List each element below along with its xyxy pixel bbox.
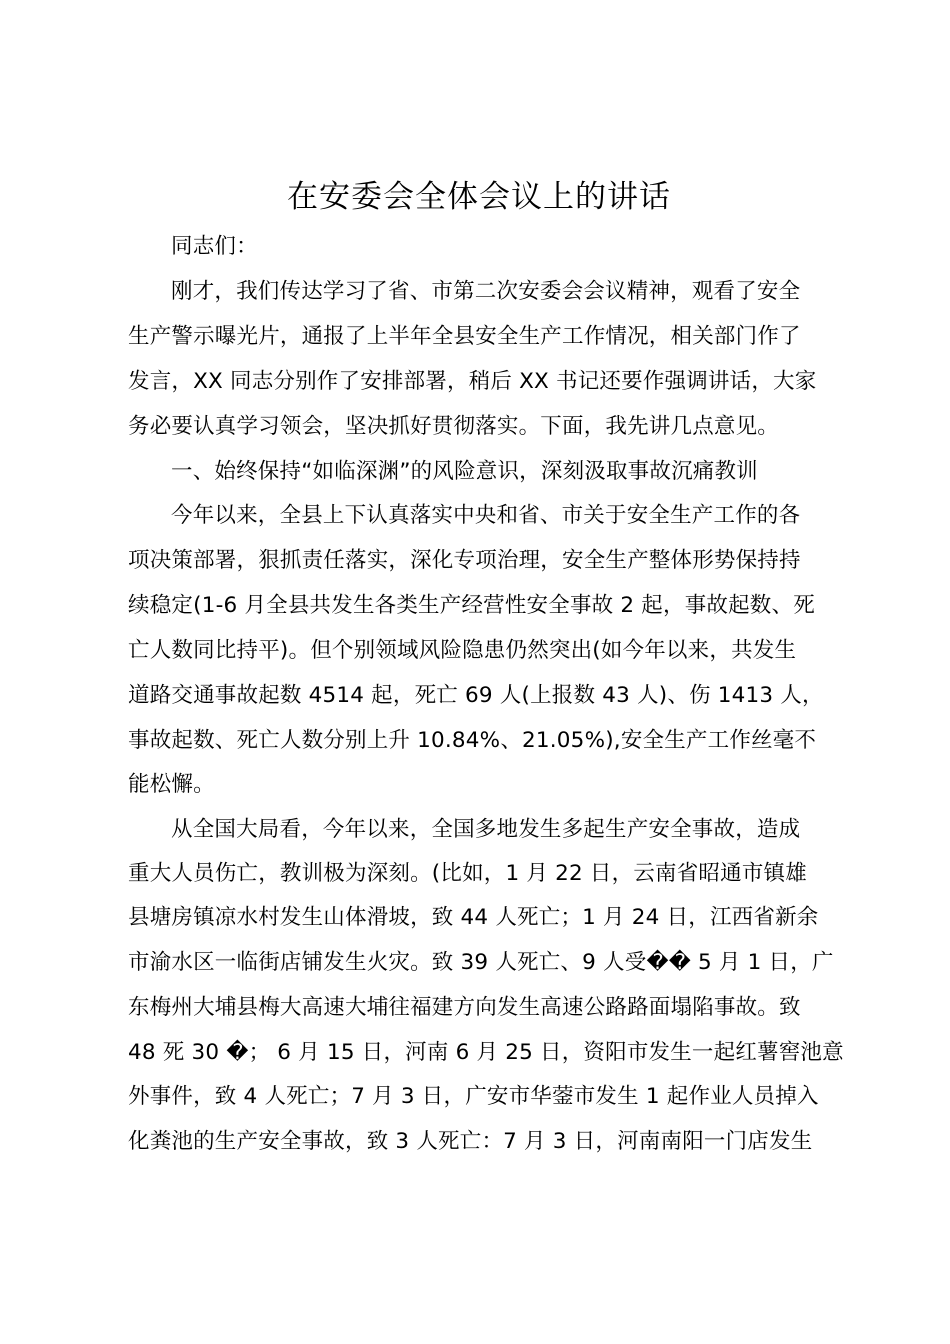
paragraph-line: 外事件，致 4 人死亡；7 月 3 日，广安市华蓥市发生 1 起作业人员掉入 — [128, 1084, 819, 1109]
paragraph-line: 重大人员伤亡，教训极为深刻。(比如，1 月 22 日，云南省昭通市镇雄 — [128, 861, 807, 886]
paragraph-line: 东梅州大埔县梅大高速大埔往福建方向发生高速公路路面塌陷事故。致 — [128, 995, 801, 1020]
paragraph-line: 刚才，我们传达学习了省、市第二次安委会会议精神，观看了安全 — [171, 279, 801, 304]
paragraph-line: 今年以来，全县上下认真落实中央和省、市关于安全生产工作的各 — [171, 503, 801, 528]
section-heading: 一、始终保持“如临深渊”的风险意识，深刻汲取事故沉痛教训 — [171, 459, 758, 484]
paragraph-line: 48 死 30 �； 6 月 15 日，河南 6 月 25 日，资阳市发生一起红薯窖池意 — [128, 1040, 844, 1065]
document-title: 在安委会全体会议上的讲话 — [287, 179, 671, 215]
paragraph-line: 化粪池的生产安全事故，致 3 人死亡：7 月 3 日，河南南阳一门店发生 — [128, 1129, 813, 1154]
paragraph-line: 亡人数同比持平)。但个别领域风险隐患仍然突出(如今年以来，共发生 — [128, 638, 797, 663]
paragraph-line: 发言，XX 同志分别作了安排部署，稍后 XX 书记还要作强调讲话，大家 — [128, 369, 817, 394]
paragraph-line: 续稳定(1-6 月全县共发生各类生产经营性安全事故 2 起，事故起数、死 — [128, 593, 815, 618]
paragraph-line: 从全国大局看，今年以来，全国多地发生多起生产安全事故，造成 — [171, 817, 801, 842]
paragraph-line: 项决策部署，狠抓责任落实，深化专项治理，安全生产整体形势保持持 — [128, 548, 801, 573]
paragraph-line: 务必要认真学习领会，坚决抓好贯彻落实。下面，我先讲几点意见。 — [128, 414, 780, 439]
salutation: 同志们： — [171, 234, 258, 259]
paragraph-line: 生产警示曝光片，通报了上半年全县安全生产工作情况，相关部门作了 — [128, 324, 801, 349]
paragraph-line: 市渝水区一临街店铺发生火灾。致 39 人死亡、9 人受�� 5 月 1 日，广 — [128, 950, 834, 975]
paragraph-line: 县塘房镇凉水村发生山体滑坡，致 44 人死亡；1 月 24 日，江西省新余 — [128, 905, 819, 930]
paragraph-line: 道路交通事故起数 4514 起，死亡 69 人(上报数 43 人)、伤 1413 人， — [128, 683, 824, 708]
paragraph-line: 事故起数、死亡人数分别上升 10.84%、21.05%),安全生产工作丝毫不 — [128, 728, 817, 753]
paragraph-line: 能松懈。 — [128, 772, 215, 797]
